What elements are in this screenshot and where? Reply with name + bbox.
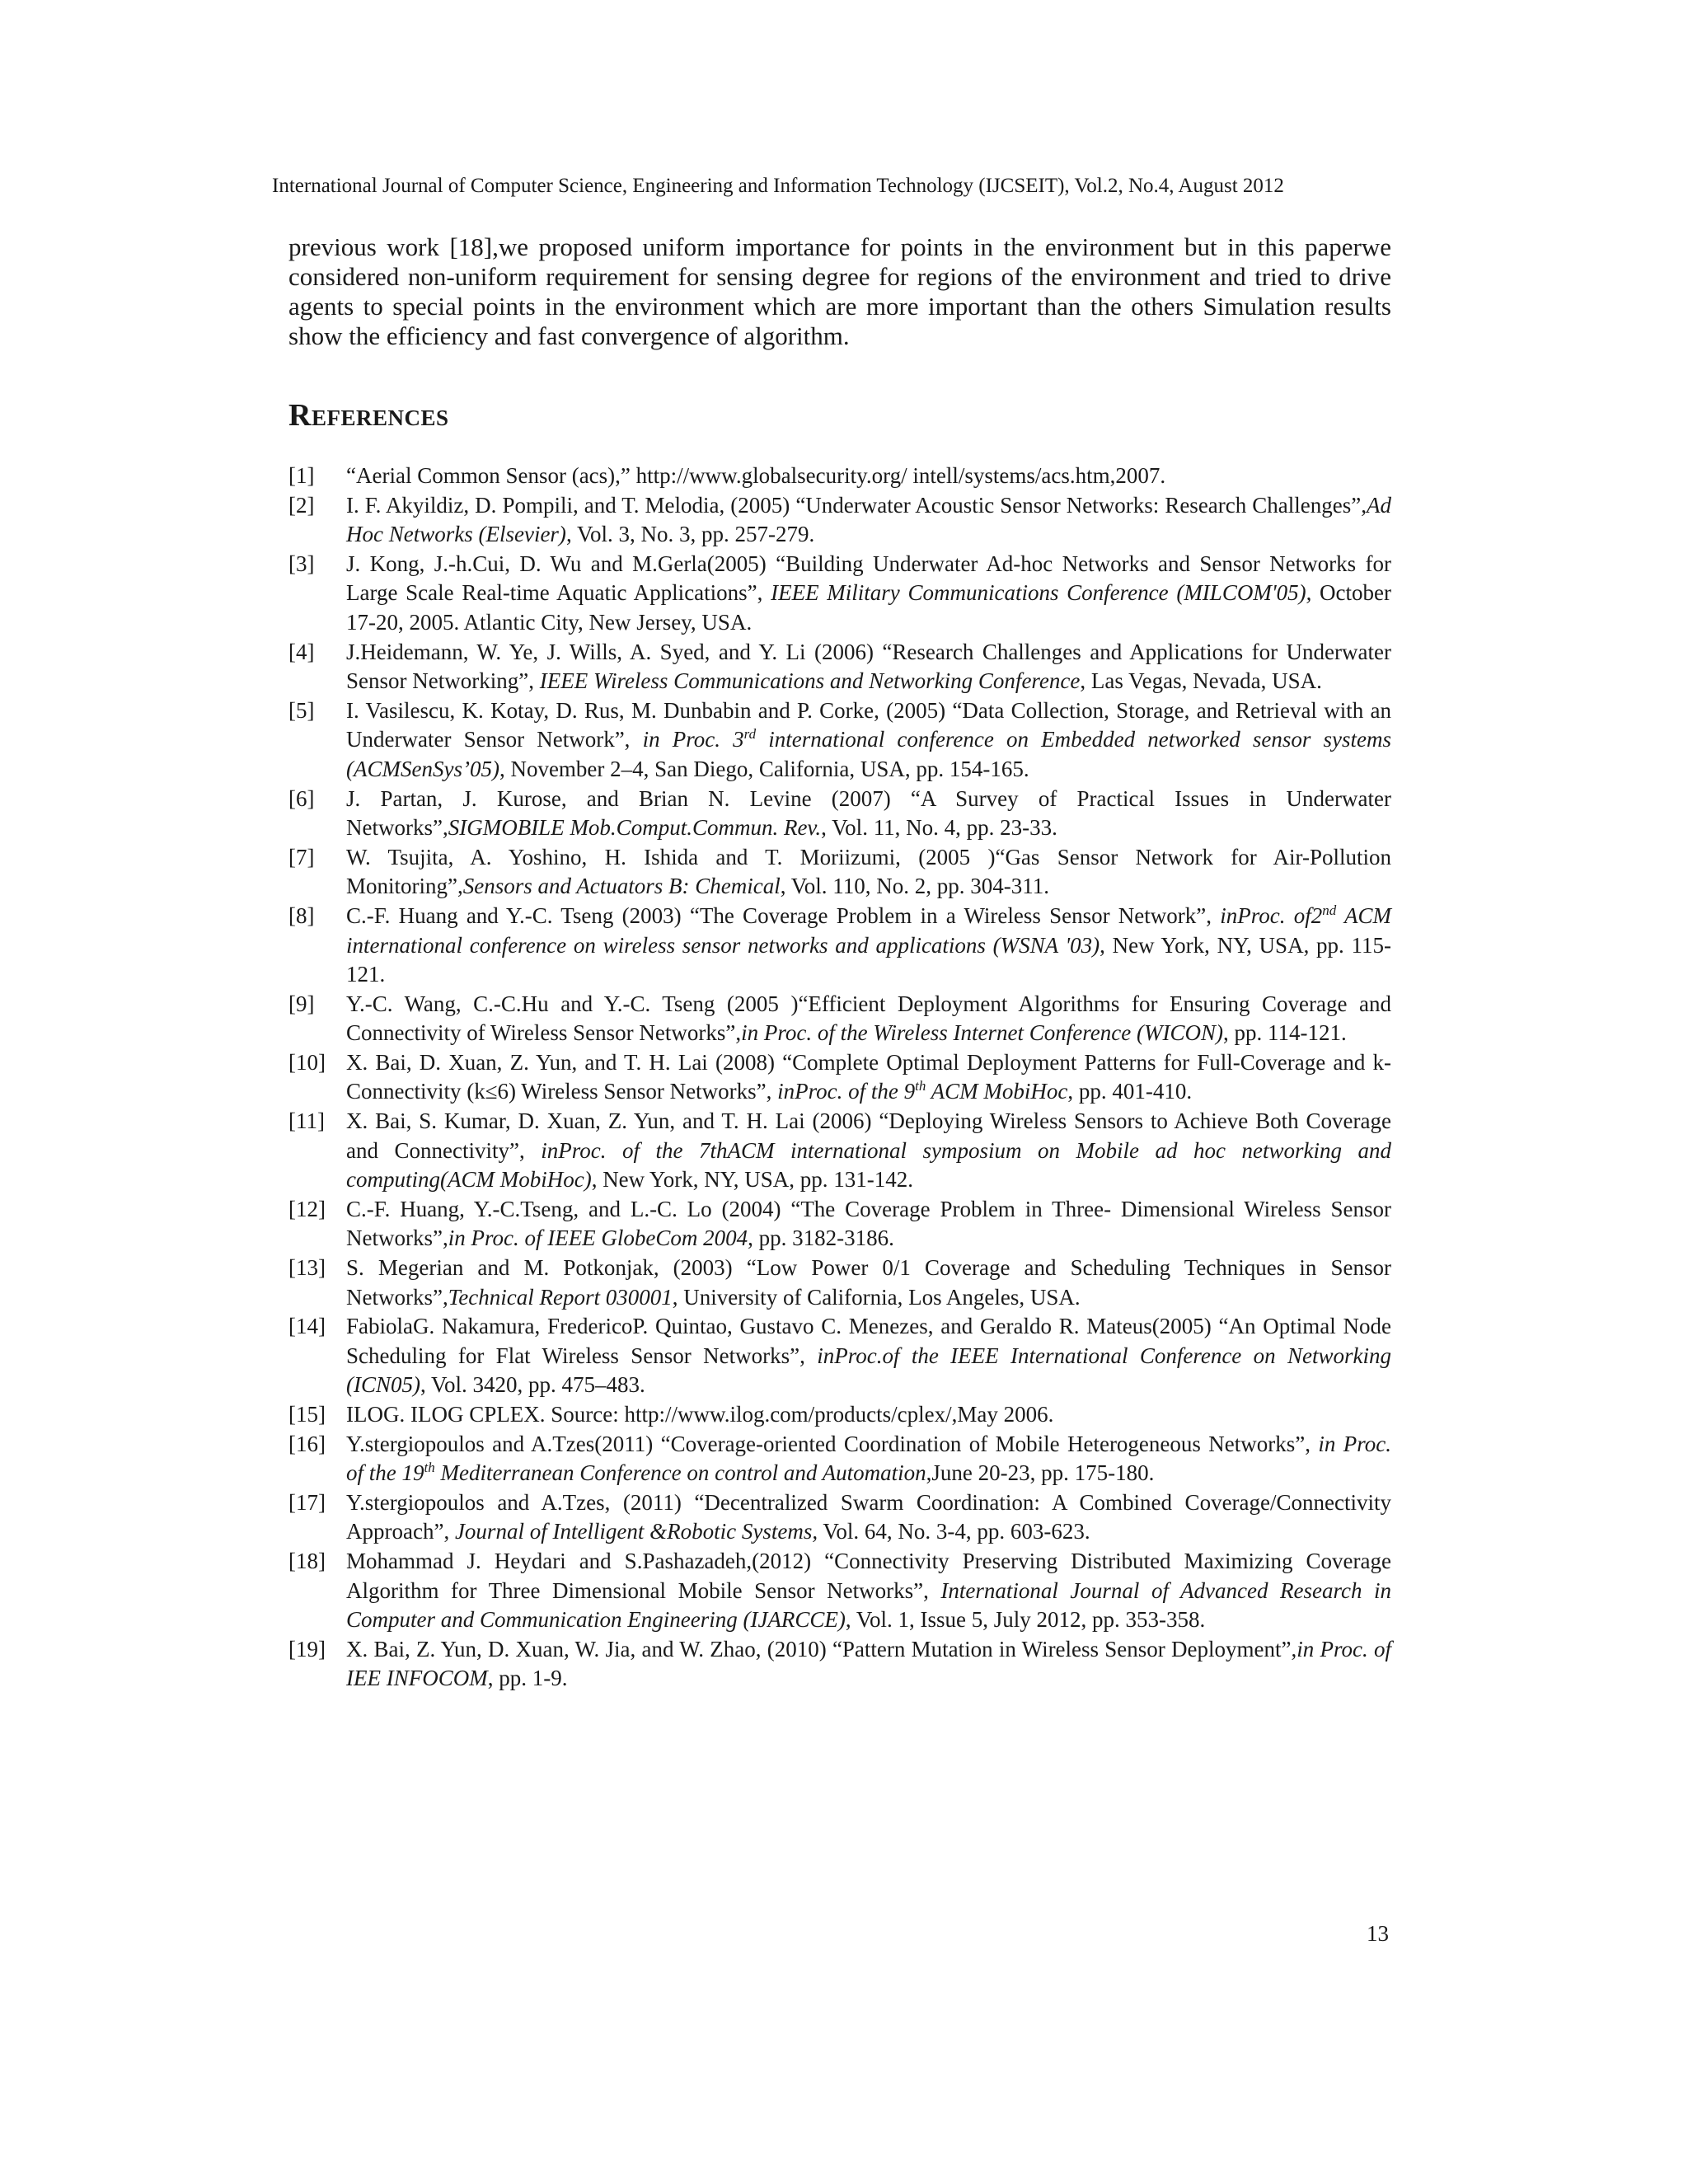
reference-venue: in Proc. 3 [642,727,744,752]
reference-segment: ,June 20-23, pp. 175-180. [926,1460,1155,1486]
reference-text [346,1312,1391,1400]
reference-item [288,1312,1391,1400]
reference-superscript: th [915,1078,926,1094]
reference-item [288,638,1391,696]
reference-segment: , Las Vegas, Nevada, USA. [1080,668,1322,694]
reference-number: [5] [288,697,315,723]
reference-text [346,1400,1391,1430]
reference-number: [4] [288,639,315,664]
reference-venue: IEEE Wireless Communications and Networking Conference [539,668,1081,694]
reference-text [346,1048,1391,1107]
reference-number: [9] [288,991,315,1016]
reference-venue: in Proc. of the 19 [346,1431,1392,1486]
reference-segment: , pp. 114-121. [1222,1020,1347,1046]
reference-venue: Mediterranean Conference on control and Automation [434,1460,926,1486]
reference-text [346,1547,1391,1635]
reference-venue: Technical Report 030001 [448,1284,673,1310]
reference-item [288,902,1391,990]
reference-segment: “Aerial Common Sensor (acs),” http://www.globalsecurity.org/ intell/systems/acs.htm,2007. [346,463,1166,488]
reference-segment: Y.stergiopoulos and A.Tzes(2011) “Coverage-oriented Coordination of Mobile Heterogeneous Networks”, [346,1431,1319,1456]
reference-item [288,1107,1391,1195]
reference-venue: IEEE Military Communications Conference (MILCOM'05), [771,580,1312,606]
reference-text [346,1195,1391,1254]
reference-segment: I. Vasilescu, K. Kotay, D. Rus, M. Dunbabin and P. Corke, (2005) “Data Collection, Storage, and Retrieval with an Underwater Sensor Network”, [346,697,1391,752]
reference-segment: X. Bai, S. Kumar, D. Xuan, Z. Yun, and T. H. Lai (2006) “Deploying Wireless Sensors to Achieve Both Coverage and Connectivity”, [346,1108,1391,1163]
running-header: International Journal of Computer Science, Engineering and Information Technology (IJCSEIT), Vol.2, No.4, August 2012 [272,175,1284,197]
reference-venue: SIGMOBILE Mob.Comput.Commun. Rev. [448,815,822,841]
reference-segment: , University of California, Los Angeles, USA. [672,1284,1081,1310]
reference-text [346,785,1391,843]
reference-item [288,1254,1391,1312]
reference-item [288,696,1391,785]
reference-superscript: th [424,1460,435,1476]
reference-venue: Journal of Intelligent &Robotic Systems, [454,1519,818,1544]
reference-number: [1] [288,463,315,488]
references-heading: References [288,398,449,433]
reference-item [288,990,1391,1048]
reference-text [346,1107,1391,1195]
reference-list [288,462,1391,1694]
reference-segment: ILOG. ILOG CPLEX. Source: http://www.ilog.com/products/cplex/,May 2006. [346,1402,1054,1427]
reference-number: [10] [288,1049,326,1075]
reference-item [288,1488,1391,1547]
reference-segment: X. Bai, D. Xuan, Z. Yun, and T. H. Lai (2008) “Complete Optimal Deployment Patterns for Full-Coverage and k-Connectivity (k≤6) Wireless Sensor Networks”, [346,1049,1391,1104]
page-number: 13 [1367,1921,1389,1946]
reference-item [288,1547,1391,1635]
reference-segment: J. Partan, J. Kurose, and Brian N. Levine (2007) “A Survey of Practical Issues in Underwater Networks”, [346,785,1391,841]
reference-number: [16] [288,1431,326,1456]
reference-venue: ACM international conference on wireless sensor networks and applications (WSNA '03) [346,902,1391,958]
reference-venue: inProc.of the IEEE International Conference on Networking (ICN05) [346,1343,1392,1398]
reference-segment: I. F. Akyildiz, D. Pompili, and T. Melodia, (2005) “Underwater Acoustic Sensor Networks: Research Challenges”, [346,492,1367,518]
reference-item [288,785,1391,843]
reference-venue: in Proc. of the Wireless Internet Conference (WICON) [741,1020,1223,1046]
reference-item [288,843,1391,902]
reference-text [346,491,1391,550]
reference-number: [3] [288,551,315,576]
reference-segment: , Vol. 110, No. 2, pp. 304-311. [780,874,1050,899]
reference-segment: C.-F. Huang and Y.-C. Tseng (2003) “The Coverage Problem in a Wireless Sensor Network”, [346,902,1221,928]
reference-item [288,491,1391,550]
reference-segment: Y.stergiopoulos and A.Tzes, (2011) “Decentralized Swarm Coordination: A Combined Coverage/Connectivity Approach”, [346,1489,1391,1544]
reference-venue: in Proc. of IEEE GlobeCom 2004 [448,1226,748,1251]
reference-text [346,990,1391,1048]
reference-number: [14] [288,1314,326,1339]
reference-segment: X. Bai, Z. Yun, D. Xuan, W. Jia, and W. Zhao, (2010) “Pattern Mutation in Wireless Sensor Deployment”, [346,1636,1297,1661]
reference-venue: in Proc. of IEE INFOCOM [346,1636,1391,1691]
reference-item [288,462,1391,491]
reference-number: [8] [288,902,315,928]
reference-number: [2] [288,492,315,518]
reference-segment: , Vol. 3420, pp. 475–483. [420,1372,645,1398]
reference-segment: , November 2–4, San Diego, California, USA, pp. 154-165. [499,756,1029,781]
reference-segment: , New York, NY, USA, pp. 131-142. [591,1167,913,1193]
reference-number: [15] [288,1402,326,1427]
reference-number: [17] [288,1489,326,1515]
reference-number: [12] [288,1196,326,1221]
reference-venue: international conference on Embedded networked sensor systems (ACMSenSys’05) [346,727,1392,781]
reference-text [346,462,1391,491]
reference-venue: inProc. of the 9 [777,1079,916,1104]
reference-number: [7] [288,844,315,869]
reference-superscript: nd [1322,902,1337,918]
reference-venue: Ad Hoc Networks (Elsevier) [346,492,1391,547]
reference-venue: ACM MobiHoc [926,1079,1068,1104]
reference-segment: W. Tsujita, A. Yoshino, H. Ishida and T. Moriizumi, (2005 )“Gas Sensor Network for Air-Pollution Monitoring”, [346,844,1391,899]
reference-segment: Mohammad J. Heydari and S.Pashazadeh,(2012) “Connectivity Preserving Distributed Maximizing Coverage Algorithm for Three Dimensional Mobile Sensor Networks”, [346,1548,1391,1603]
reference-number: [13] [288,1255,326,1281]
reference-segment: Vol. 64, No. 3-4, pp. 603-623. [818,1519,1090,1544]
reference-text [346,1635,1391,1694]
reference-number: [18] [288,1548,326,1573]
reference-text [346,902,1391,990]
reference-segment: , pp. 1-9. [487,1666,568,1691]
body-paragraph: previous work [18],we proposed uniform importance for points in the environment but in this paperwe considered non-uniform requirement for sensing degree for regions of the environment and tried to drive agents to special points in the environment which are more important than the others Simulation results show the efficiency and fast convergence of algorithm. [288,232,1391,350]
reference-segment: , New York, NY, USA, pp. 115-121. [346,932,1391,987]
reference-segment: J.Heidemann, W. Ye, J. Wills, A. Syed, and Y. Li (2006) “Research Challenges and Applications for Underwater Sensor Networking”, [346,639,1391,694]
reference-text [346,843,1391,902]
reference-venue: Sensors and Actuators B: Chemical [462,874,781,899]
reference-segment: October 17-20, 2005. Atlantic City, New Jersey, USA. [346,580,1392,635]
reference-segment: J. Kong, J.-h.Cui, D. Wu and M.Gerla(2005) “Building Underwater Ad-hoc Networks and Sensor Networks for Large Scale Real-time Aquatic Applications”, [346,551,1391,606]
reference-text [346,696,1391,785]
reference-segment: , Vol. 11, No. 4, pp. 23-33. [821,815,1057,841]
reference-segment: , pp. 3182-3186. [748,1226,894,1251]
reference-item [288,1635,1391,1694]
reference-number: [6] [288,785,315,811]
reference-segment: , Vol. 3, No. 3, pp. 257-279. [565,522,815,547]
reference-text [346,1430,1391,1488]
reference-text [346,550,1391,638]
reference-segment: , Vol. 1, Issue 5, July 2012, pp. 353-358. [845,1607,1206,1633]
reference-item [288,1430,1391,1488]
reference-number: [11] [288,1108,325,1134]
reference-superscript: rd [743,726,757,743]
reference-segment: S. Megerian and M. Potkonjak, (2003) “Low Power 0/1 Coverage and Scheduling Techniques in Sensor Networks”, [346,1255,1391,1310]
reference-item [288,1400,1391,1430]
reference-item [288,1195,1391,1254]
reference-segment: Y.-C. Wang, C.-C.Hu and Y.-C. Tseng (2005 )“Efficient Deployment Algorithms for Ensuring Coverage and Connectivity of Wireless Sensor Networks”, [346,991,1391,1046]
reference-item [288,550,1391,638]
reference-segment: C.-F. Huang, Y.-C.Tseng, and L.-C. Lo (2004) “The Coverage Problem in Three- Dimensional Wireless Sensor Networks”, [346,1196,1391,1251]
reference-text [346,638,1391,696]
reference-item [288,1048,1391,1107]
reference-number: [19] [288,1636,326,1661]
reference-segment: FabiolaG. Nakamura, FredericoP. Quintao, Gustavo C. Menezes, and Geraldo R. Mateus(2005) “An Optimal Node Scheduling for Flat Wireless Sensor Networks”, [346,1314,1391,1368]
reference-segment: , pp. 401-410. [1067,1079,1193,1104]
reference-venue: inProc. of2 [1220,902,1323,928]
reference-text [346,1488,1391,1547]
reference-venue: inProc. of the 7thACM international symposium on Mobile ad hoc networking and computing(ACM MobiHoc) [346,1137,1391,1193]
reference-venue: International Journal of Advanced Research in Computer and Communication Engineering (IJARCCE) [346,1577,1391,1633]
reference-text [346,1254,1391,1312]
